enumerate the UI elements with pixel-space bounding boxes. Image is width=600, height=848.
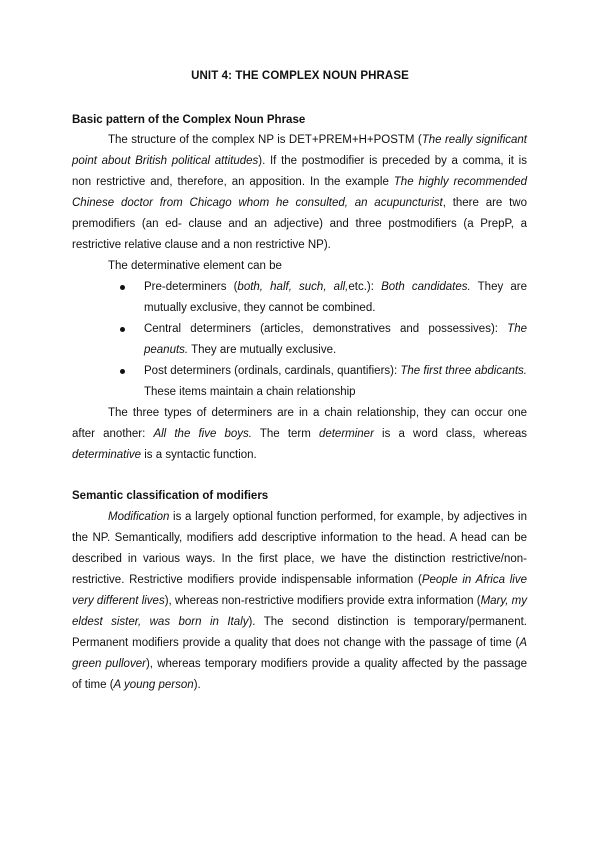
section-heading-basic-pattern: Basic pattern of the Complex Noun Phrase (72, 114, 306, 126)
paragraph-chain-relationship: The three types of determiners are in a chain relationship, they can occur one after another: All the five boys. The term determiner is a word class, whereas determinative is a syntactic function. (72, 407, 527, 461)
section-heading-semantic-classification: Semantic classification of modifiers (72, 490, 269, 502)
determinative-intro: The determinative element can be (108, 260, 282, 272)
paragraph-structure: The structure of the complex NP is DET+PREM+H+POSTM (The really significant point about British political attitudes). If the postmodifier is preceded by a comma, it is non restrictive and, therefore, an apposition. In the example The highly recommended Chinese doctor from Chicago whom he consulted, an acupuncturist, there are two premodifiers (an ed- clause and an adjective) and three postmodifiers (a PrepP, a restrictive relative clause and a non restrictive NP). (72, 134, 528, 251)
page-title: UNIT 4: THE COMPLEX NOUN PHRASE (191, 70, 409, 82)
paragraph-modification: Modification is a largely optional function performed, for example, by adjectives in the NP. Semantically, modifiers add descriptive information to the head. A head can be described in various ways. In the first place, we have the distinction restrictive/non-restrictive. Restrictive modifiers provide indispensable information (People in Africa live very different lives), whereas non-restrictive modifiers provide extra information (Mary, my eldest sister, was born in Italy). The second distinction is temporary/permanent. Permanent modifiers provide a quality that does not change with the passage of time (A green pullover), whereas temporary modifiers provide a quality affected by the passage of time (A young person). (72, 511, 527, 691)
determiner-list (108, 277, 527, 403)
list-item-post-determiners: Post determiners (ordinals, cardinals, quantifiers): The first three abdicants. These items maintain a chain relationship (108, 361, 527, 403)
list-item-pre-determiners: Pre-determiners (both, half, such, all,etc.): Both candidates. They are mutually exclusive, they cannot be combined. (108, 277, 527, 319)
list-item-central-determiners: Central determiners (articles, demonstratives and possessives): The peanuts. They are mutually exclusive. (108, 319, 527, 361)
